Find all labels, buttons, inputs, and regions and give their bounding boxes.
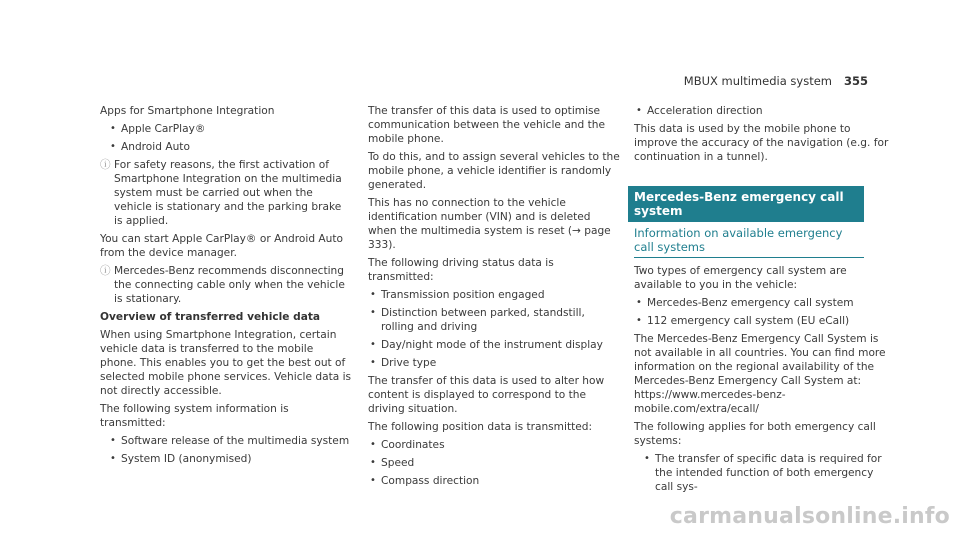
bullet-dot-icon: • [636,297,642,308]
list-item-text: Drive type [381,357,437,369]
paragraph: The Mercedes-Benz Emergency Call System is not available in all countries. You can find more information on the regional availability of the Mercedes-Benz Emergency Call System at: https://www.mercedes-benz-mobile.com/extra/ecall/ [634,333,886,415]
list-item-text: The transfer of specific data is required for the intended function of both emergency call sys- [655,453,882,493]
info-note-icon: ⓘ [100,265,111,277]
list-item [368,356,620,370]
list-item-text: Distinction between parked, standstill, rolling and driving [381,307,585,333]
paragraph: This has no connection to the vehicle identification number (VIN) and is deleted when the multimedia system is reset (→ page 333). [368,197,611,251]
bullet-dot-icon: • [370,439,376,450]
emergency-section-bar: Mercedes-Benz emergency call system [628,186,864,222]
list-item [368,438,620,452]
cable-note [100,264,352,306]
list-item [368,288,620,302]
list-item [634,296,892,310]
list-item [368,456,620,470]
bullet-dot-icon: • [370,339,376,350]
list-item-text: Android Auto [121,141,190,153]
bullet-dot-icon: • [110,453,116,464]
bullet-dot-icon: • [110,141,116,152]
list-item-text: Day/night mode of the instrument display [381,339,603,351]
paragraph: The following system information is transmitted: [100,403,289,429]
bullet-dot-icon: • [370,307,376,318]
list-item [368,338,620,352]
list-item [108,452,352,466]
header-title: MBUX multimedia system [683,74,832,88]
paragraph: The following position data is transmitted: [368,421,593,433]
list-item-text: System ID (anonymised) [121,453,252,465]
list-item-text: Apple CarPlay® [121,123,206,135]
paragraph: Two types of emergency call system are available to you in the vehicle: [634,265,847,291]
list-item-text: Software release of the multimedia system [121,435,350,447]
paragraph: To do this, and to assign several vehicles to the mobile phone, a vehicle identifier is randomly generated. [368,151,620,191]
list-item [368,306,620,334]
bullet-dot-icon: • [370,357,376,368]
page-number: 355 [843,74,868,88]
list-item-text: Acceleration direction [647,105,763,117]
list-item [642,452,892,494]
column-2 [368,104,620,492]
page-header [684,74,868,88]
bullet-dot-icon: • [110,435,116,446]
paragraph: The transfer of this data is used to optimise communication between the vehicle and the mobile phone. [368,105,606,145]
overview-subheading: Overview of transferred vehicle data [100,311,321,323]
emergency-info-heading: Information on available emergency call systems [634,226,864,258]
bullet-dot-icon: • [644,453,650,464]
bullet-dot-icon: • [636,315,642,326]
list-item [634,314,892,328]
paragraph: The transfer of this data is used to alter how content is displayed to correspond to the driving situation. [368,375,605,415]
note-text: For safety reasons, the first activation of Smartphone Integration on the multimedia system must be carried out when the vehicle is stationary and the parking brake is applied. [114,159,342,227]
list-item-text: Compass direction [381,475,480,487]
list-item [368,474,620,488]
paragraph: The following applies for both emergency call systems: [634,421,876,447]
paragraph: This data is used by the mobile phone to improve the accuracy of the navigation (e.g. for continuation in a tunnel). [634,123,889,163]
list-item-text: Transmission position engaged [381,289,545,301]
paragraph: The following driving status data is transmitted: [368,257,554,283]
apps-heading: Apps for Smartphone Integration [100,105,275,117]
column-1 [100,104,352,470]
bullet-dot-icon: • [636,105,642,116]
bullet-dot-icon: • [370,289,376,300]
paragraph: When using Smartphone Integration, certain vehicle data is transferred to the mobile phone. This enables you to get the best out of selected mobile phone services. Vehicle data is not directly accessible. [100,329,352,397]
list-item-text: Speed [381,457,415,469]
note-text: Mercedes-Benz recommends disconnecting the connecting cable only when the vehicle is stationary. [114,265,345,305]
list-item [108,434,352,448]
paragraph: You can start Apple CarPlay® or Android Auto from the device manager. [100,233,344,259]
watermark: carmanualsonline.info [669,504,950,529]
bullet-dot-icon: • [370,475,376,486]
list-item-text: Mercedes-Benz emergency call system [647,297,854,309]
list-item [108,140,352,154]
list-item [108,122,352,136]
list-item [634,104,892,118]
bullet-dot-icon: • [370,457,376,468]
bullet-dot-icon: • [110,123,116,134]
column-3 [634,104,892,498]
info-note-icon: ⓘ [100,159,111,171]
list-item-text: Coordinates [381,439,445,451]
safety-note [100,158,352,228]
list-item-text: 112 emergency call system (EU eCall) [647,315,850,327]
